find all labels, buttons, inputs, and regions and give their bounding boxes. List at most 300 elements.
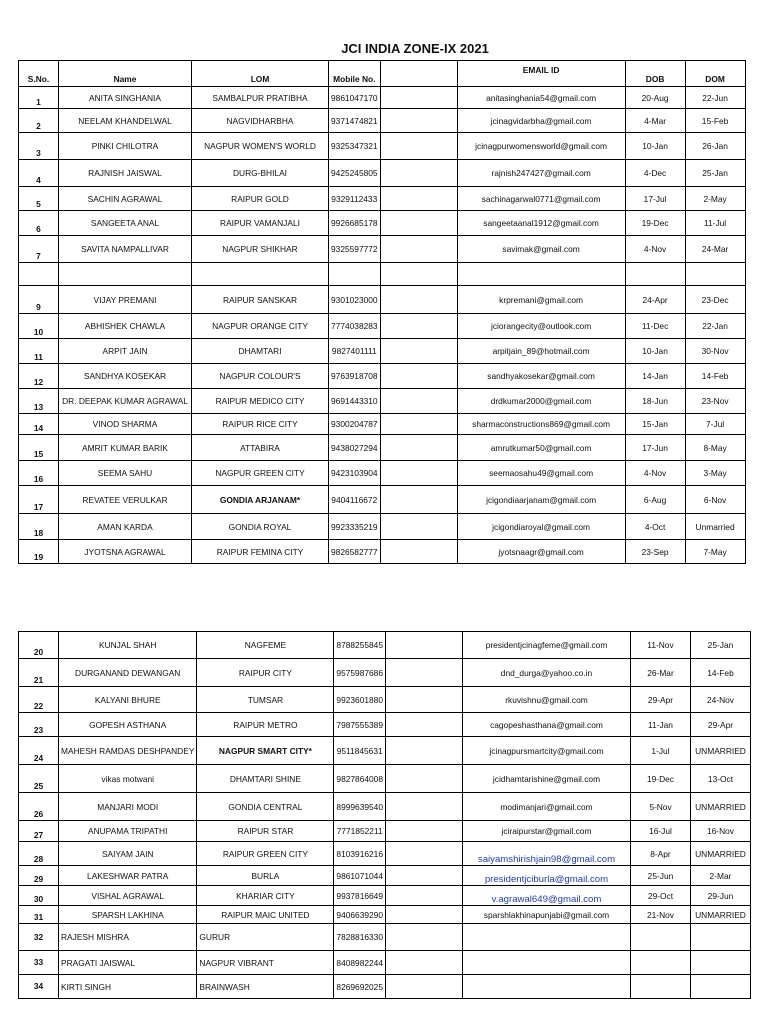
cell-dom: UNMARRIED [690, 793, 750, 821]
cell-dob: 10-Jan [625, 133, 685, 160]
cell-lom: RAIPUR GOLD [192, 187, 329, 211]
cell-dom: 7-May [685, 540, 745, 564]
cell-blank [385, 765, 462, 793]
cell-dom: 6-Nov [685, 486, 745, 514]
cell-email [462, 924, 630, 951]
cell-blank [385, 866, 462, 886]
cell-lom: NAGVIDHARBHA [192, 109, 329, 133]
header-dom: DOM [685, 61, 745, 87]
cell-mobile: 9329112433 [329, 187, 381, 211]
cell-dom: 2-Mar [690, 866, 750, 886]
cell-dob: 4-Nov [625, 236, 685, 263]
cell-dob: 19-Dec [630, 765, 690, 793]
cell-email: jcinagvidarbha@gmail.com [457, 109, 625, 133]
cell-dom: 26-Jan [685, 133, 745, 160]
cell-sno: 24 [19, 737, 59, 765]
cell-name: SEEMA SAHU [59, 461, 192, 486]
cell-dob: 16-Jul [630, 821, 690, 842]
table-row [19, 842, 751, 866]
cell-dob: 10-Jan [625, 339, 685, 364]
cell-mobile: 8269692025 [334, 975, 386, 999]
cell-email: sangeetaanal1912@gmail.com [457, 211, 625, 236]
cell-sno: 23 [19, 713, 59, 737]
table-row [19, 793, 751, 821]
cell-lom: NAGPUR WOMEN'S WORLD [192, 133, 329, 160]
cell-lom: RAIPUR RICE CITY [192, 414, 329, 435]
cell-dob [630, 951, 690, 975]
table-row [19, 414, 746, 435]
cell-sno: 32 [19, 924, 59, 951]
cell-blank [385, 793, 462, 821]
cell-email: jcinagpursmartcity@gmail.com [462, 737, 630, 765]
cell-dob: 21-Nov [630, 906, 690, 924]
cell-name: AMAN KARDA [59, 514, 192, 540]
cell-blank [385, 842, 462, 866]
cell-blank [380, 339, 457, 364]
cell-sno: 12 [19, 364, 59, 389]
cell-name: LAKESHWAR PATRA [59, 866, 197, 886]
table-row [19, 924, 751, 951]
cell-sno: 29 [19, 866, 59, 886]
cell-dom: 30-Nov [685, 339, 745, 364]
cell-email: jciraipurstar@gmail.com [462, 821, 630, 842]
cell-sno: 20 [19, 632, 59, 659]
cell-name: DR. DEEPAK KUMAR AGRAWAL [59, 389, 192, 414]
cell-dob: 5-Nov [630, 793, 690, 821]
cell-dob: 4-Mar [625, 109, 685, 133]
cell-name: REVATEE VERULKAR [59, 486, 192, 514]
cell-dom: 22-Jan [685, 314, 745, 339]
cell-name: NEELAM KHANDELWAL [59, 109, 192, 133]
cell-dom: Unmarried [685, 514, 745, 540]
cell-email: krpremani@gmail.com [457, 286, 625, 314]
cell-blank [385, 713, 462, 737]
cell-mobile: 9923601880 [334, 687, 386, 713]
cell-lom: GONDIA ROYAL [192, 514, 329, 540]
cell-dom: 16-Nov [690, 821, 750, 842]
table-row [19, 514, 746, 540]
cell-lom: NAGPUR VIBRANT [197, 951, 334, 975]
table-row [19, 486, 746, 514]
cell-blank [385, 906, 462, 924]
cell-blank [380, 514, 457, 540]
cell-lom: RAIPUR METRO [197, 713, 334, 737]
cell-name [59, 263, 192, 286]
cell-dob: 17-Jun [625, 435, 685, 461]
cell-blank [380, 435, 457, 461]
header-row [19, 61, 746, 87]
cell-lom: RAIPUR VAMANJALI [192, 211, 329, 236]
cell-blank [380, 133, 457, 160]
cell-dom: 29-Apr [690, 713, 750, 737]
table-1-body [19, 87, 746, 564]
cell-blank [380, 187, 457, 211]
cell-email: rajnish247427@gmail.com [457, 160, 625, 187]
cell-mobile: 7771852211 [334, 821, 386, 842]
cell-dob: 29-Oct [630, 886, 690, 906]
cell-dob: 4-Oct [625, 514, 685, 540]
table-row [19, 187, 746, 211]
cell-email [457, 263, 625, 286]
cell-email: sparshlakhinapunjabi@gmail.com [462, 906, 630, 924]
cell-email: saiyamshirishjain98@gmail.com [462, 842, 630, 866]
cell-sno [19, 263, 59, 286]
cell-email: seemaosahu49@gmail.com [457, 461, 625, 486]
cell-lom: KHARIAR CITY [197, 886, 334, 906]
cell-sno: 16 [19, 461, 59, 486]
cell-dob: 11-Jan [630, 713, 690, 737]
header-name: Name [59, 61, 192, 87]
cell-lom: DHAMTARI SHINE [197, 765, 334, 793]
cell-email: arpitjain_89@hotmail.com [457, 339, 625, 364]
cell-lom: GONDIA CENTRAL [197, 793, 334, 821]
cell-sno: 3 [19, 133, 59, 160]
cell-mobile: 9423103904 [329, 461, 381, 486]
cell-mobile: 9575987686 [334, 659, 386, 687]
cell-dom: UNMARRIED [690, 737, 750, 765]
cell-sno: 25 [19, 765, 59, 793]
cell-email: savimak@gmail.com [457, 236, 625, 263]
cell-name: SACHIN AGRAWAL [59, 187, 192, 211]
cell-lom [192, 263, 329, 286]
table-row [19, 160, 746, 187]
cell-sno: 27 [19, 821, 59, 842]
cell-sno: 31 [19, 906, 59, 924]
cell-mobile: 7774038283 [329, 314, 381, 339]
cell-dob [630, 975, 690, 999]
cell-email: sandhyakosekar@gmail.com [457, 364, 625, 389]
cell-blank [385, 821, 462, 842]
cell-blank [380, 87, 457, 109]
table-row [19, 87, 746, 109]
cell-blank [380, 414, 457, 435]
cell-mobile: 9406639290 [334, 906, 386, 924]
cell-email: jyotsnaagr@gmail.com [457, 540, 625, 564]
cell-lom: GURUR [197, 924, 334, 951]
cell-name: MAHESH RAMDAS DESHPANDEY [59, 737, 197, 765]
cell-dob: 1-Jul [630, 737, 690, 765]
cell-name: VIJAY PREMANI [59, 286, 192, 314]
cell-sno: 13 [19, 389, 59, 414]
cell-dob: 20-Aug [625, 87, 685, 109]
cell-dob: 24-Apr [625, 286, 685, 314]
cell-dom: 25-Jan [685, 160, 745, 187]
cell-blank [385, 659, 462, 687]
cell-dob [630, 924, 690, 951]
cell-lom: GONDIA ARJANAM* [192, 486, 329, 514]
cell-lom: RAIPUR CITY [197, 659, 334, 687]
cell-email: v.agrawal649@gmail.com [462, 886, 630, 906]
cell-name: ABHISHEK CHAWLA [59, 314, 192, 339]
cell-name: MANJARI MODI [59, 793, 197, 821]
cell-dob: 11-Dec [625, 314, 685, 339]
header-mobile: Mobile No. [329, 61, 381, 87]
cell-dob: 17-Jul [625, 187, 685, 211]
cell-dob: 25-Jun [630, 866, 690, 886]
table-row [19, 906, 751, 924]
table-2-body [19, 632, 751, 999]
cell-dom: 14-Feb [690, 659, 750, 687]
cell-dom: UNMARRIED [690, 842, 750, 866]
cell-email: modimanjari@gmail.com [462, 793, 630, 821]
cell-name: SAVITA NAMPALLIVAR [59, 236, 192, 263]
cell-mobile: 7828816330 [334, 924, 386, 951]
cell-sno: 26 [19, 793, 59, 821]
cell-lom: NAGPUR SMART CITY* [197, 737, 334, 765]
table-row [19, 951, 751, 975]
cell-dob: 26-Mar [630, 659, 690, 687]
cell-dob: 23-Sep [625, 540, 685, 564]
cell-mobile: 9923335219 [329, 514, 381, 540]
cell-blank [380, 314, 457, 339]
table-row [19, 540, 746, 564]
cell-sno: 34 [19, 975, 59, 999]
cell-sno: 30 [19, 886, 59, 906]
cell-email: presidentjciburla@gmail.com [462, 866, 630, 886]
cell-mobile: 8999639540 [334, 793, 386, 821]
table-row [19, 886, 751, 906]
cell-name: ARPIT JAIN [59, 339, 192, 364]
cell-name: SANDHYA KOSEKAR [59, 364, 192, 389]
cell-blank [385, 737, 462, 765]
cell-mobile: 7987555389 [334, 713, 386, 737]
cell-blank [380, 236, 457, 263]
cell-name: ANITA SINGHANIA [59, 87, 192, 109]
cell-lom: ATTABIRA [192, 435, 329, 461]
table-row [19, 461, 746, 486]
table-row [19, 737, 751, 765]
cell-blank [385, 886, 462, 906]
cell-mobile: 9826582777 [329, 540, 381, 564]
header-dob: DOB [625, 61, 685, 87]
cell-blank [380, 211, 457, 236]
cell-name: KIRTI SINGH [59, 975, 197, 999]
cell-dom: 15-Feb [685, 109, 745, 133]
cell-blank [385, 632, 462, 659]
cell-lom: RAIPUR GREEN CITY [197, 842, 334, 866]
cell-mobile [329, 263, 381, 286]
cell-sno: 15 [19, 435, 59, 461]
cell-mobile: 8788255845 [334, 632, 386, 659]
table-row [19, 211, 746, 236]
cell-mobile: 9325597772 [329, 236, 381, 263]
cell-dom: 23-Nov [685, 389, 745, 414]
cell-name: AMRIT KUMAR BARIK [59, 435, 192, 461]
cell-dom: 22-Jun [685, 87, 745, 109]
cell-dom: 14-Feb [685, 364, 745, 389]
cell-mobile: 9691443310 [329, 389, 381, 414]
table-row [19, 713, 751, 737]
cell-dob: 15-Jan [625, 414, 685, 435]
members-table-1 [18, 60, 746, 564]
cell-lom: RAIPUR MAIC UNITED [197, 906, 334, 924]
cell-name: RAJNISH JAISWAL [59, 160, 192, 187]
cell-sno: 18 [19, 514, 59, 540]
cell-email: presidentjcinagfeme@gmail.com [462, 632, 630, 659]
cell-dom: 2-May [685, 187, 745, 211]
cell-lom: RAIPUR MEDICO CITY [192, 389, 329, 414]
cell-sno: 7 [19, 236, 59, 263]
cell-email: drdkumar2000@gmail.com [457, 389, 625, 414]
cell-email: rkuvishnu@gmail.com [462, 687, 630, 713]
cell-blank [380, 364, 457, 389]
cell-lom: SAMBALPUR PRATIBHA [192, 87, 329, 109]
cell-name: vikas motwani [59, 765, 197, 793]
cell-email: jcigondiaarjanam@gmail.com [457, 486, 625, 514]
cell-name: SANGEETA ANAL [59, 211, 192, 236]
cell-dom: 3-May [685, 461, 745, 486]
cell-name: JYOTSNA AGRAWAL [59, 540, 192, 564]
cell-lom: BRAINWASH [197, 975, 334, 999]
cell-sno: 22 [19, 687, 59, 713]
cell-sno: 9 [19, 286, 59, 314]
cell-lom: RAIPUR FEMINA CITY [192, 540, 329, 564]
cell-mobile: 9861071044 [334, 866, 386, 886]
cell-email: jcidhamtarishine@gmail.com [462, 765, 630, 793]
table-row [19, 765, 751, 793]
cell-email: cagopeshasthana@gmail.com [462, 713, 630, 737]
cell-mobile: 9325347321 [329, 133, 381, 160]
cell-sno: 1 [19, 87, 59, 109]
cell-dob: 8-Apr [630, 842, 690, 866]
cell-mobile: 8408982244 [334, 951, 386, 975]
table-row [19, 632, 751, 659]
table-row [19, 286, 746, 314]
cell-blank [385, 687, 462, 713]
cell-email: amrutkumar50@gmail.com [457, 435, 625, 461]
cell-dom [685, 263, 745, 286]
cell-email: jcigondiaroyal@gmail.com [457, 514, 625, 540]
cell-dom: 13-Oct [690, 765, 750, 793]
cell-blank [380, 109, 457, 133]
cell-blank [380, 160, 457, 187]
cell-mobile: 9861047170 [329, 87, 381, 109]
cell-lom: NAGPUR ORANGE CITY [192, 314, 329, 339]
members-table-2 [18, 631, 751, 999]
cell-mobile: 9937816649 [334, 886, 386, 906]
cell-email [462, 975, 630, 999]
cell-email: dnd_durga@yahoo.co.in [462, 659, 630, 687]
cell-lom: RAIPUR SANSKAR [192, 286, 329, 314]
cell-mobile: 9300204787 [329, 414, 381, 435]
cell-lom: RAIPUR STAR [197, 821, 334, 842]
cell-dom: 29-Jun [690, 886, 750, 906]
cell-mobile: 9301023000 [329, 286, 381, 314]
cell-sno: 2 [19, 109, 59, 133]
cell-dob: 29-Apr [630, 687, 690, 713]
cell-dob: 19-Dec [625, 211, 685, 236]
cell-dob [625, 263, 685, 286]
cell-mobile: 9926685178 [329, 211, 381, 236]
cell-dob: 11-Nov [630, 632, 690, 659]
cell-mobile: 9511845631 [334, 737, 386, 765]
cell-email: sachinagarwal0771@gmail.com [457, 187, 625, 211]
header-sno: S.No. [19, 61, 59, 87]
cell-name: SAIYAM JAIN [59, 842, 197, 866]
cell-dom: UNMARRIED [690, 906, 750, 924]
table-row [19, 236, 746, 263]
cell-dob: 4-Nov [625, 461, 685, 486]
table-row [19, 687, 751, 713]
cell-mobile: 9827401111 [329, 339, 381, 364]
cell-name: RAJESH MISHRA [59, 924, 197, 951]
header-blank [380, 61, 457, 87]
cell-lom: NAGPUR COLOUR'S [192, 364, 329, 389]
cell-sno: 5 [19, 187, 59, 211]
cell-blank [385, 924, 462, 951]
cell-lom: NAGPUR GREEN CITY [192, 461, 329, 486]
cell-sno: 28 [19, 842, 59, 866]
table-row [19, 133, 746, 160]
cell-sno: 6 [19, 211, 59, 236]
cell-dom [690, 924, 750, 951]
cell-dob: 14-Jan [625, 364, 685, 389]
cell-dom: 11-Jul [685, 211, 745, 236]
cell-sno: 17 [19, 486, 59, 514]
cell-mobile: 9371474821 [329, 109, 381, 133]
cell-name: ANUPAMA TRIPATHI [59, 821, 197, 842]
table-row [19, 109, 746, 133]
cell-name: GOPESH ASTHANA [59, 713, 197, 737]
cell-email: sharmaconstructions869@gmail.com [457, 414, 625, 435]
table-row [19, 263, 746, 286]
cell-sno: 10 [19, 314, 59, 339]
cell-dom [690, 975, 750, 999]
cell-blank [380, 263, 457, 286]
cell-lom: NAGPUR SHIKHAR [192, 236, 329, 263]
cell-name: VINOD SHARMA [59, 414, 192, 435]
cell-sno: 4 [19, 160, 59, 187]
cell-dom: 8-May [685, 435, 745, 461]
cell-dom [690, 951, 750, 975]
cell-mobile: 9438027294 [329, 435, 381, 461]
cell-name: PINKI CHILOTRA [59, 133, 192, 160]
table-row [19, 435, 746, 461]
cell-dom: 24-Nov [690, 687, 750, 713]
header-email: EMAIL ID [457, 61, 625, 87]
cell-sno: 11 [19, 339, 59, 364]
cell-lom: BURLA [197, 866, 334, 886]
cell-sno: 33 [19, 951, 59, 975]
page-title: JCI INDIA ZONE-IX 2021 [341, 41, 489, 56]
cell-dom: 23-Dec [685, 286, 745, 314]
cell-mobile: 8103916216 [334, 842, 386, 866]
cell-blank [380, 461, 457, 486]
cell-email: anitasinghania54@gmail.com [457, 87, 625, 109]
cell-blank [380, 286, 457, 314]
cell-mobile: 9827864008 [334, 765, 386, 793]
cell-dom: 25-Jan [690, 632, 750, 659]
cell-dom: 7-Jul [685, 414, 745, 435]
cell-dob: 6-Aug [625, 486, 685, 514]
cell-mobile: 9404116672 [329, 486, 381, 514]
cell-name: DURGANAND DEWANGAN [59, 659, 197, 687]
cell-blank [385, 975, 462, 999]
table-row [19, 975, 751, 999]
cell-name: SPARSH LAKHINA [59, 906, 197, 924]
cell-email [462, 951, 630, 975]
cell-email: jciorangecity@outlook.com [457, 314, 625, 339]
cell-mobile: 9763918708 [329, 364, 381, 389]
table-row [19, 339, 746, 364]
cell-name: PRAGATI JAISWAL [59, 951, 197, 975]
cell-name: KUNJAL SHAH [59, 632, 197, 659]
cell-dom: 24-Mar [685, 236, 745, 263]
cell-name: VISHAL AGRAWAL [59, 886, 197, 906]
table-row [19, 314, 746, 339]
table-row [19, 659, 751, 687]
cell-blank [380, 540, 457, 564]
